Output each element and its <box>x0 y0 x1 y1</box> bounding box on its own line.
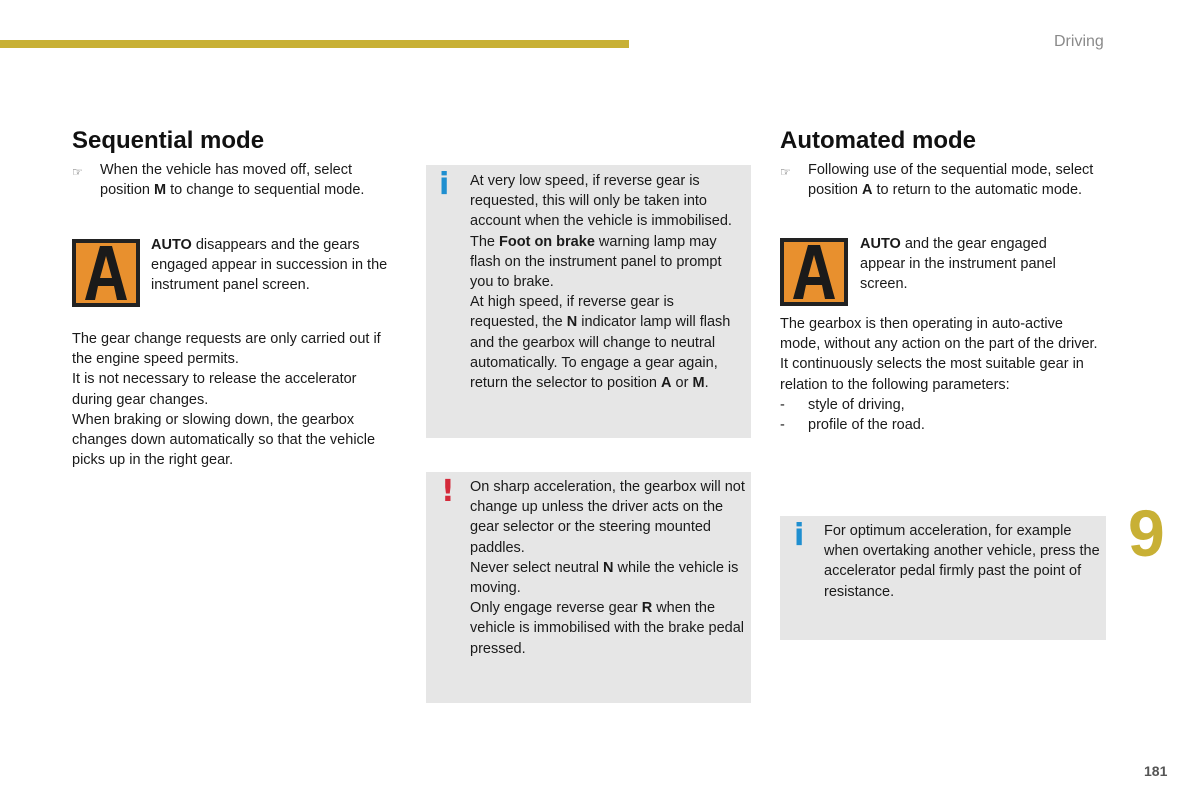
warning-icon: ! <box>441 474 455 509</box>
tip-box-text: For optimum acceleration, for example when overtaking another vehicle, press the accelerator pedal firmly past the point of resistance. <box>824 523 1100 600</box>
sequential-para-2: It is not necessary to release the accelerator during gear changes. <box>72 371 357 408</box>
hand-pointer-icon: ☞ <box>72 165 83 179</box>
letter-a-glyph <box>81 246 131 300</box>
warning-box-text <box>470 477 746 659</box>
header-accent-bar <box>0 40 629 48</box>
sequential-title: Sequential mode <box>72 127 265 154</box>
automated-list <box>780 395 1106 435</box>
automated-title: Automated mode <box>780 127 977 154</box>
warning-sentence-1: On sharp acceleration, the gearbox will not change up unless the driver acts on the gear selector or the steering mounted paddles. <box>470 479 745 556</box>
sequential-body <box>72 329 400 470</box>
hand-pointer-icon: ☞ <box>780 165 791 179</box>
chapter-number: 9 <box>1128 496 1165 570</box>
list-item: - style of driving, <box>780 397 905 413</box>
page-number: 181 <box>1144 763 1168 779</box>
automated-step: Following use of the sequential mode, select position A to return to the automatic mode. <box>808 162 1094 199</box>
sequential-step: When the vehicle has moved off, select position M to change to sequential mode. <box>100 162 365 199</box>
letter-a-glyph <box>789 245 839 299</box>
info-icon: i <box>794 518 805 553</box>
warning-sentence-3: Only engage reverse gear R when the vehicle is immobilised with the brake pedal pressed. <box>470 600 745 657</box>
sequential-auto-text: AUTO disappears and the gears engaged appear in succession in the instrument panel screen. <box>151 237 388 294</box>
list-item: - profile of the road. <box>780 417 925 434</box>
auto-mode-icon <box>780 238 848 306</box>
sequential-para-1: The gear change requests are only carried out if the engine speed permits. <box>72 331 381 368</box>
info-sentence-2: The Foot on brake warning lamp may flash on the instrument panel to prompt you to brake. <box>470 233 722 291</box>
sequential-para-3: When braking or slowing down, the gearbox changes down automatically so that the vehicle picks up in the right gear. <box>72 411 376 469</box>
automated-body: The gearbox is then operating in auto-active mode, without any action on the part of the driver. It continuously selects the most suitable gear in relation to the following parameters: <box>780 316 1098 393</box>
section-label: Driving <box>1054 33 1104 50</box>
info-icon: i <box>439 167 450 202</box>
info-sentence-1: At very low speed, if reverse gear is requested, this will only be taken into account when the vehicle is immobilised. <box>470 173 732 230</box>
info-box-text <box>470 171 746 393</box>
automated-auto-text: AUTO and the gear engaged appear in the instrument panel screen. <box>860 236 1056 293</box>
warning-sentence-2: Never select neutral N while the vehicle is moving. <box>470 559 739 597</box>
auto-mode-icon <box>72 239 140 307</box>
info-sentence-3: At high speed, if reverse gear is requested, the N indicator lamp will flash and the gearbox will change to neutral automatically. To engage a gear again, return the selector to position A or M. <box>470 294 731 392</box>
